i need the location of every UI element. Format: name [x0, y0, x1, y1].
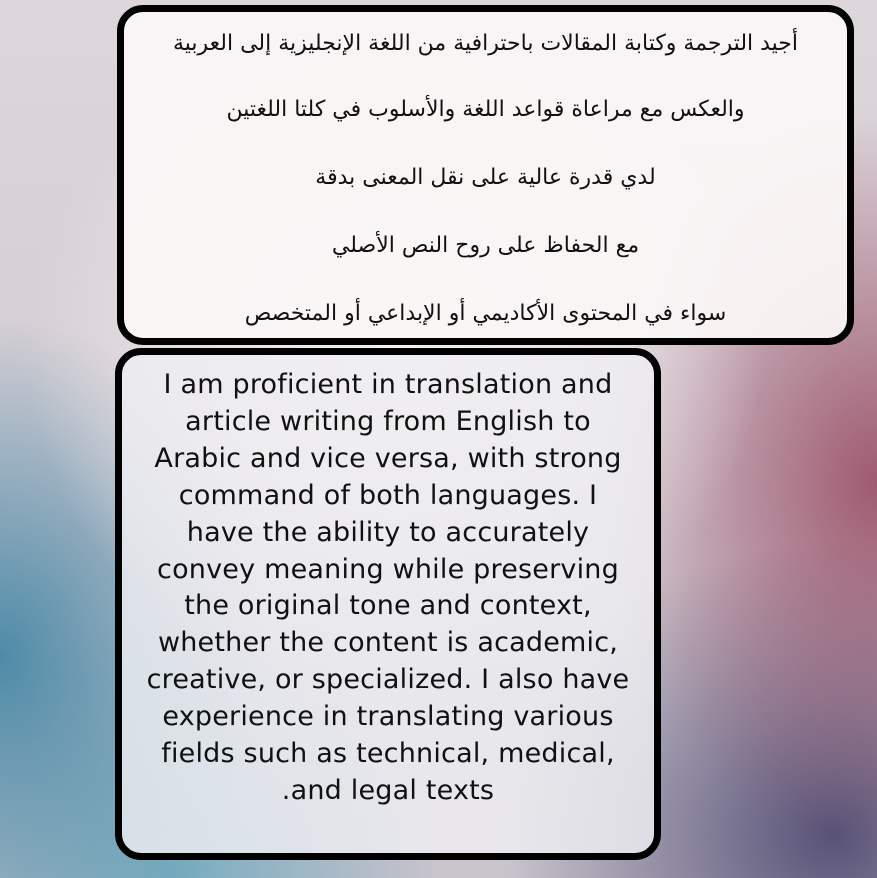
english-text-card	[115, 348, 661, 860]
arabic-line-4: مع الحفاظ على روح النص الأصلي	[331, 233, 640, 258]
english-line-11: fields such as technical, medical,	[161, 738, 615, 770]
english-line-2: article writing from English to	[185, 405, 591, 437]
arabic-line-5: سواء في المحتوى الأكاديمي أو الإبداعي أو المتخصص	[244, 301, 727, 326]
english-line-10: experience in translating various	[162, 701, 614, 733]
arabic-line-2: والعكس مع مراعاة قواعد اللغة والأسلوب في كلتا اللغتين	[226, 97, 745, 122]
english-line-6: convey meaning while preserving	[157, 553, 619, 585]
arabic-line-3: لدي قدرة عالية على نقل المعنى بدقة	[315, 165, 656, 190]
english-line-9: creative, or specialized. I also have	[146, 664, 630, 696]
english-line-3: Arabic and vice versa, with strong	[154, 442, 622, 474]
english-line-12: .and legal texts	[281, 774, 495, 806]
english-line-1: I am proficient in translation and	[163, 369, 613, 400]
english-line-7: the original tone and context,	[184, 590, 592, 622]
english-line-8: whether the content is academic,	[157, 627, 619, 659]
english-line-4: command of both languages. I	[178, 479, 598, 511]
arabic-line-1: أجيد الترجمة وكتابة المقالات باحترافية من اللغة الإنجليزية إلى العربية	[172, 31, 799, 56]
arabic-text-card	[117, 5, 854, 345]
english-line-5: have the ability to accurately	[186, 516, 590, 548]
